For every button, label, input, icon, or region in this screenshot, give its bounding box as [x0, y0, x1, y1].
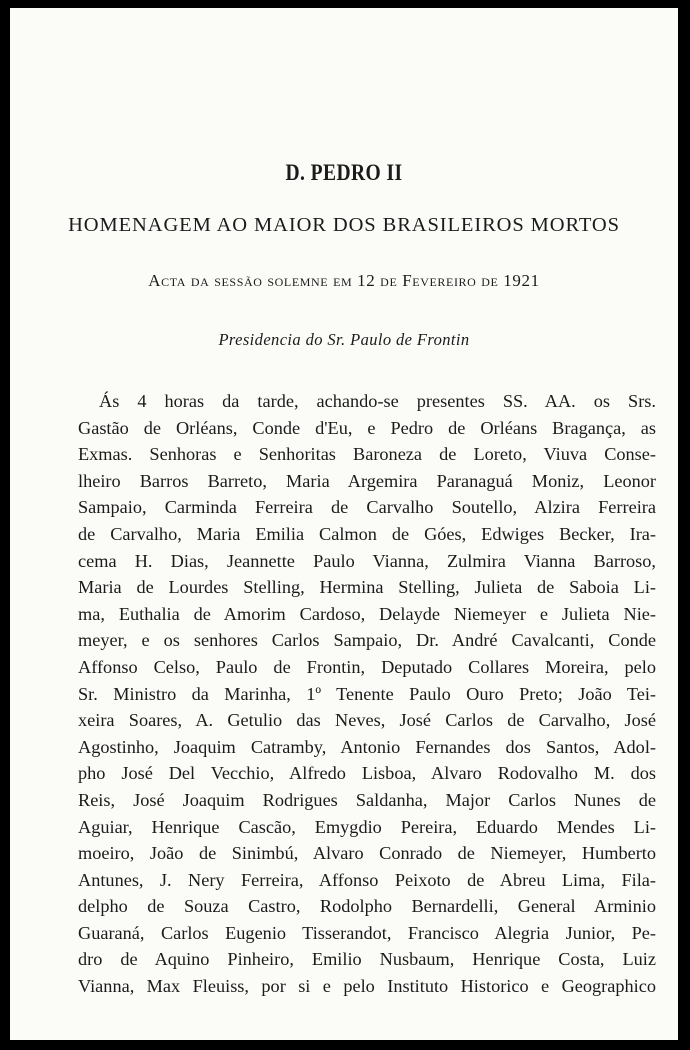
body-line: pho José Del Vecchio, Alfredo Lisboa, Alvaro Rodovalho M. dos — [78, 763, 656, 784]
body-line: meyer, e os senhores Carlos Sampaio, Dr. André Cavalcanti, Conde — [78, 630, 656, 651]
body-line: Gastão de Orléans, Conde d'Eu, e Pedro de Orléans Bragança, as — [78, 417, 656, 438]
body-line: Aguiar, Henrique Cascão, Emygdio Pereira, Eduardo Mendes Li- — [78, 816, 656, 837]
body-line: delpho de Souza Castro, Rodolpho Bernardelli, General Arminio — [78, 896, 656, 917]
document-title: D. PEDRO II — [285, 160, 403, 185]
document-subtitle: HOMENAGEM AO MAIOR DOS BRASILEIROS MORTOS — [68, 214, 620, 236]
body-line: de Carvalho, Maria Emilia Calmon de Góes, Edwiges Becker, Ira- — [78, 523, 656, 544]
body-text — [78, 388, 656, 1000]
body-line: Sr. Ministro da Marinha, 1º Tenente Paulo Ouro Preto; João Tei- — [78, 683, 656, 704]
body-line: Reis, José Joaquim Rodrigues Saldanha, Major Carlos Nunes de — [78, 789, 656, 810]
body-line: Exmas. Senhoras e Senhoritas Baroneza de Loreto, Viuva Conse- — [78, 444, 656, 465]
body-line: Antunes, J. Nery Ferreira, Affonso Peixoto de Abreu Lima, Fila- — [78, 869, 656, 890]
presidency-line: Presidencia do Sr. Paulo de Frontin — [218, 330, 470, 349]
body-line: moeiro, João de Sinimbú, Alvaro Conrado de Niemeyer, Humberto — [78, 843, 656, 864]
body-line: Agostinho, Joaquim Catramby, Antonio Fernandes dos Santos, Adol- — [78, 736, 656, 757]
body-line: Affonso Celso, Paulo de Frontin, Deputado Collares Moreira, pelo — [78, 656, 656, 677]
body-line: Sampaio, Carminda Ferreira de Carvalho Soutello, Alzira Ferreira — [78, 497, 656, 518]
document-page — [10, 8, 678, 1040]
body-line: Maria de Lourdes Stelling, Hermina Stelling, Julieta de Saboia Li- — [78, 577, 656, 598]
body-line: dro de Aquino Pinheiro, Emilio Nusbaum, Henrique Costa, Luiz — [78, 949, 656, 970]
acta-heading: Acta da sessão solemne em 12 de Fevereiro de 1921 — [148, 271, 540, 290]
body-line: cema H. Dias, Jeannette Paulo Vianna, Zulmira Vianna Barroso, — [78, 550, 656, 571]
body-line: Guaraná, Carlos Eugenio Tisserandot, Francisco Alegria Junior, Pe- — [78, 922, 656, 943]
body-line: xeira Soares, A. Getulio das Neves, José Carlos de Carvalho, José — [78, 710, 656, 731]
body-line: Vianna, Max Fleuiss, por si e pelo Instituto Historico e Geographico — [78, 976, 656, 997]
body-line: lheiro Barros Barreto, Maria Argemira Paranaguá Moniz, Leonor — [78, 470, 656, 491]
body-line: Ás 4 horas da tarde, achando-se presentes SS. AA. os Srs. — [99, 391, 656, 411]
body-line: ma, Euthalia de Amorim Cardoso, Delayde Niemeyer e Julieta Nie- — [78, 603, 656, 624]
